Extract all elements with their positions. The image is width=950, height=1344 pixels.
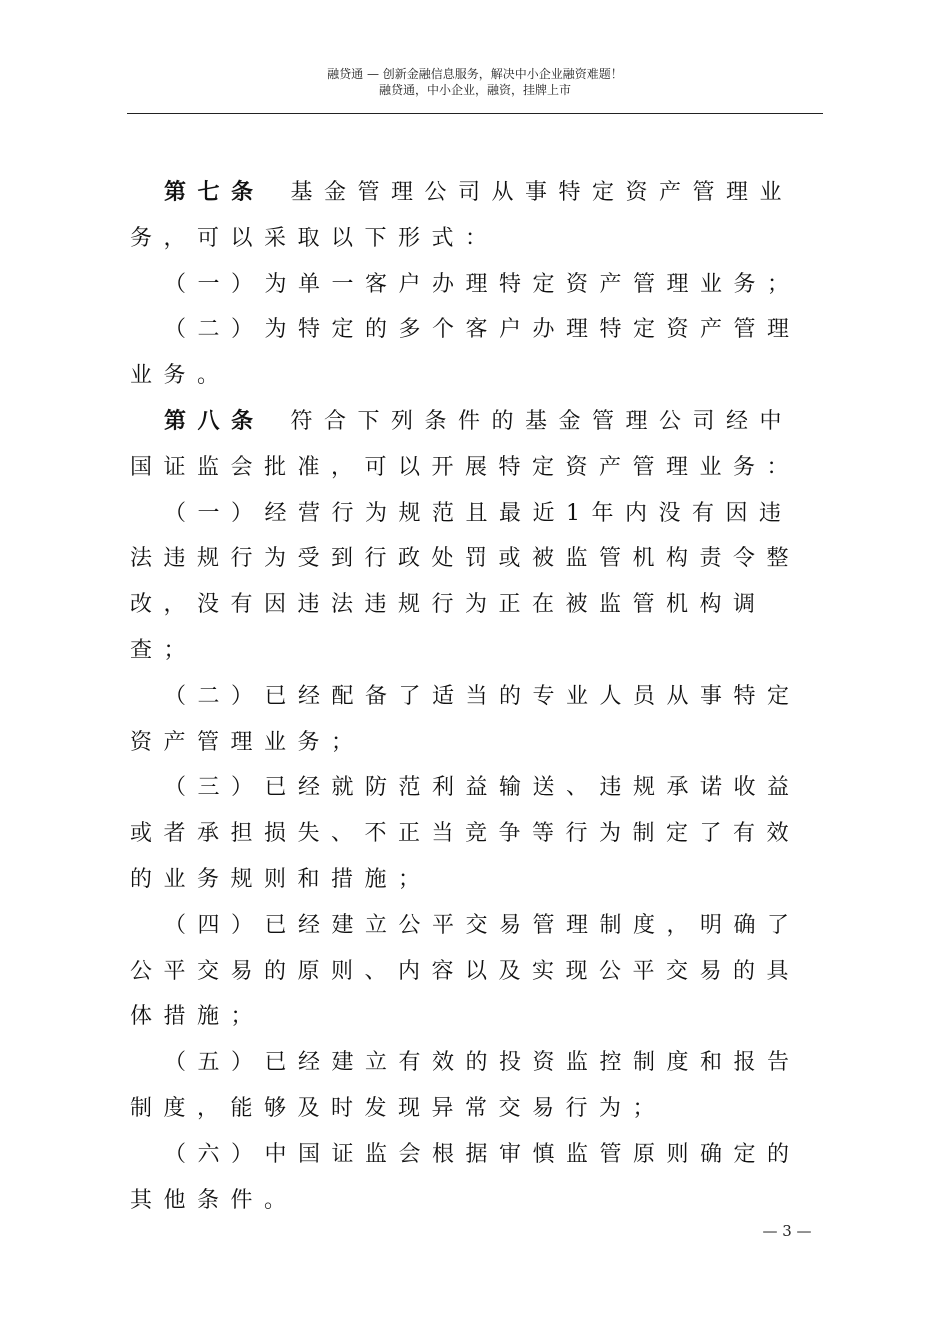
- article-8-text: 符合下列条件的基金管理公司经中: [290, 408, 794, 434]
- body-line: （四）已经建立公平交易管理制度，明确了: [164, 912, 801, 938]
- header-line-1: 融贷通 — 创新金融信息服务，解决中小企业融资难题！: [327, 67, 623, 81]
- body-line: 或者承担损失、不正当竞争等行为制定了有效: [130, 821, 801, 847]
- body-line: 公平交易的原则、内容以及实现公平交易的具: [130, 958, 801, 984]
- body-line: 体措施；: [130, 1004, 265, 1030]
- body-line: 改，没有因违法违规行为正在被监管机构调查；: [130, 592, 767, 663]
- body-line: 业务。: [130, 363, 231, 389]
- body-line: （六）中国证监会根据审慎监管原则确定的: [164, 1141, 801, 1167]
- body-line: 务，可以采取以下形式：: [130, 225, 499, 251]
- article-7-text: 基金管理公司从事特定资产管理业: [290, 180, 794, 205]
- header-divider: [127, 113, 823, 114]
- body-line: 制度，能够及时发现异常交易行为；: [130, 1095, 667, 1121]
- document-body: [130, 170, 830, 1223]
- body-line: 国证监会批准，可以开展特定资产管理业务：: [130, 454, 801, 480]
- article-8-heading: 第八条: [164, 407, 265, 434]
- article-8-line-1: [130, 399, 830, 445]
- body-line: 的业务规则和措施；: [130, 866, 432, 892]
- page-number: — 3 —: [762, 1222, 812, 1240]
- header-line-2: 融贷通，中小企业，融资，挂牌上市: [378, 83, 571, 97]
- body-line: （五）已经建立有效的投资监控制度和报告: [164, 1050, 801, 1076]
- article-7-line-1: [130, 170, 830, 216]
- body-line: （二）已经配备了适当的专业人员从事特定: [164, 683, 801, 709]
- body-line: （三）已经就防范利益输送、违规承诺收益: [164, 775, 801, 801]
- body-line: 资产管理业务；: [130, 729, 365, 755]
- article-7-heading: 第七条: [164, 179, 265, 205]
- body-line: （一）经营行为规范且最近1年内没有因违: [164, 500, 793, 526]
- body-line: （二）为特定的多个客户办理特定资产管理: [164, 317, 801, 343]
- body-line: （一）为单一客户办理特定资产管理业务；: [164, 271, 801, 297]
- body-line: 其他条件。: [130, 1187, 298, 1213]
- page-header: [0, 66, 950, 98]
- body-line: 法违规行为受到行政处罚或被监管机构责令整: [130, 546, 801, 572]
